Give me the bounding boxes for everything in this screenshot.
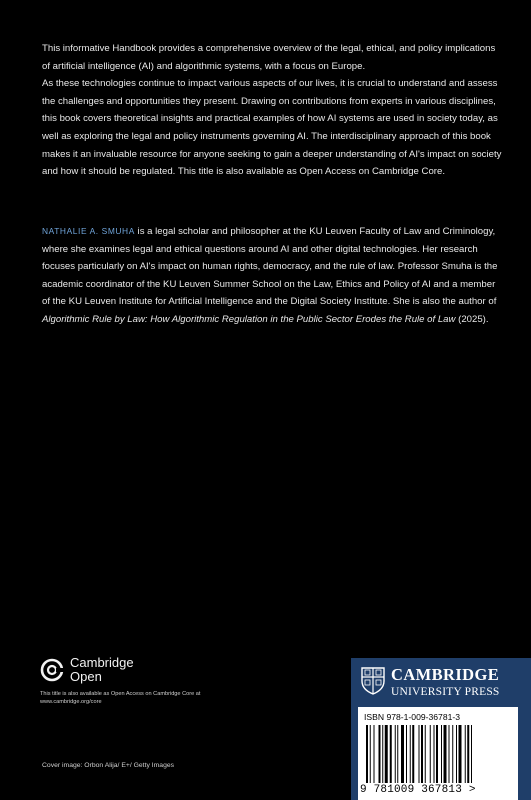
author-name: NATHALIE A. SMUHA <box>42 226 135 236</box>
back-cover-blurb <box>42 40 502 181</box>
university-shield-icon <box>361 667 385 695</box>
publisher-name: CAMBRIDGE <box>391 665 500 684</box>
cover-image-credit: Cover image: Orbon Alija/ E+/ Getty Images <box>42 762 175 769</box>
barcode-icon <box>366 725 510 783</box>
blurb-paragraph-2: As these technologies continue to impact various aspects of our lives, it is crucial to understand and assess the challenges and opportunities they present. Drawing on contributions from experts in various disciplines, this book covers theoretical insights and practical examples of how AI systems are used in society today, as well as exploring the legal and policy instruments governing AI. The interdisciplinary approach of this book makes it an invaluable resource for anyone seeking to gain a deeper understanding of AI's impact on society and how it should be regulated. This title is also available as Open Access on Cambridge Core. <box>42 78 502 178</box>
open-access-note: This title is also available as Open Access on Cambridge Core at www.cambridge.org/core <box>40 691 201 705</box>
author-bio <box>42 223 502 329</box>
cambridge-open-logo <box>40 656 220 706</box>
cambridge-open-word-2: Open <box>70 669 102 684</box>
blurb-paragraph-1: This informative Handbook provides a comprehensive overview of the legal, ethical, and policy implications of artificial intelligence (AI) and algorithmic systems, with a focus on Europe. <box>42 43 496 72</box>
author-book-title: Algorithmic Rule by Law: How Algorithmic Regulation in the Public Sector Erodes the Rule of Law <box>42 313 456 325</box>
publisher-subtitle: UNIVERSITY PRESS <box>391 686 500 698</box>
isbn-label: ISBN 978-1-009-36781-3 <box>364 712 461 722</box>
cambridge-open-icon <box>40 658 64 682</box>
isbn-digits: 9 781009 367813 > <box>360 784 476 796</box>
isbn-barcode-box <box>358 707 518 800</box>
author-book-year: (2025). <box>455 313 489 325</box>
cambridge-open-word-1: Cambridge <box>70 655 134 670</box>
author-bio-text: is a legal scholar and philosopher at the KU Leuven Faculty of Law and Criminology, where she examines legal and ethical questions around AI and other digital technologies. Her research focuses particularly on AI's impact on human rights, democracy, and the rule of law. Professor Smuha is the academic coordinator of the KU Leuven Summer School on the Law, Ethics and Policy of AI and a member of the KU Leuven Institute for Artificial Intelligence and the Digital Society Institute. She is also the author of <box>42 226 498 308</box>
